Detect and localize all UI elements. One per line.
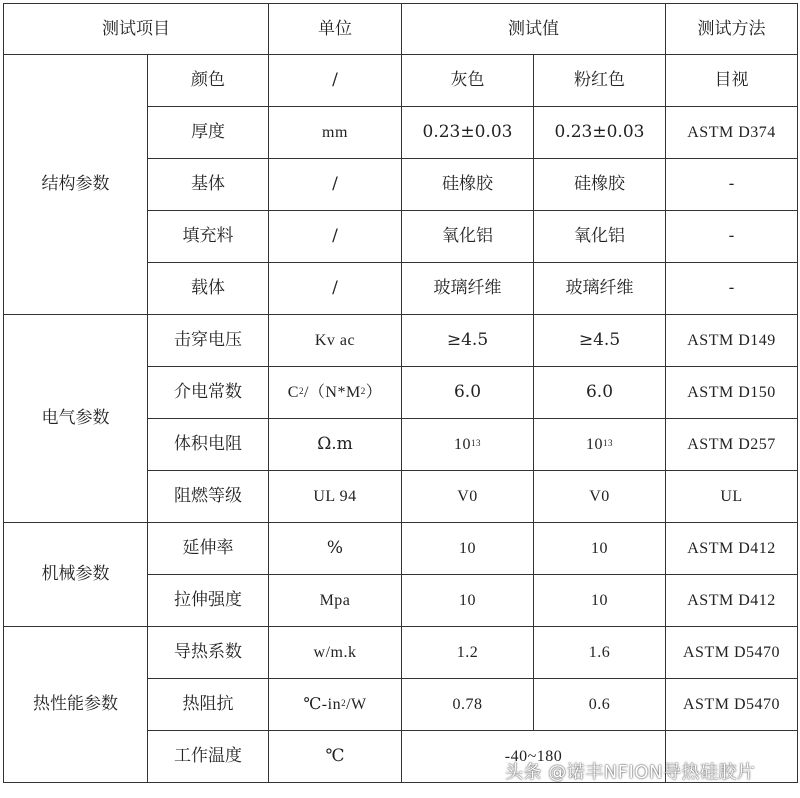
value-range: -40~180 [402,731,666,783]
value-pink: 10 [534,523,666,575]
param-unit: Ω.m [269,419,402,471]
param-name: 填充料 [148,211,269,263]
value-gray: $10^{13}$ [402,419,534,471]
param-method: UL [666,471,798,523]
value-pink: V0 [534,471,666,523]
value-gray: 0.23±0.03 [402,107,534,159]
param-name: 介电常数 [148,367,269,419]
param-name: 热阻抗 [148,679,269,731]
param-name: 厚度 [148,107,269,159]
param-unit: ℃ [269,731,402,783]
group-electrical: 电气参数 [4,315,148,523]
param-unit: $℃-in^2/W$ [269,679,402,731]
table-row [4,523,798,575]
param-name: 拉伸强度 [148,575,269,627]
value-gray: V0 [402,471,534,523]
value-gray: ≥4.5 [402,315,534,367]
value-gray: 0.78 [402,679,534,731]
param-name: 载体 [148,263,269,315]
header-row [4,4,798,55]
table-row [4,627,798,679]
value-pink: 粉红色 [534,55,666,107]
param-unit: / [269,263,402,315]
table-row [4,315,798,367]
value-pink: 0.6 [534,679,666,731]
value-pink: 氧化铝 [534,211,666,263]
param-method: 目视 [666,55,798,107]
group-mechanical: 机械参数 [4,523,148,627]
param-unit: UL 94 [269,471,402,523]
header-value: 测试值 [402,4,666,55]
value-gray: 6.0 [402,367,534,419]
param-unit: w/m.k [269,627,402,679]
value-gray: 氧化铝 [402,211,534,263]
param-name: 击穿电压 [148,315,269,367]
param-method: ASTM D149 [666,315,798,367]
value-pink: 硅橡胶 [534,159,666,211]
watermark: 头条 @诺丰NFION导热硅胶片 [505,762,756,783]
param-method: ASTM D5470 [666,627,798,679]
table-row [4,55,798,107]
spec-table [3,3,798,783]
param-name: 颜色 [148,55,269,107]
param-method: ASTM D150 [666,367,798,419]
param-name: 延伸率 [148,523,269,575]
param-name: 基体 [148,159,269,211]
param-name: 阻燃等级 [148,471,269,523]
value-gray: 玻璃纤维 [402,263,534,315]
param-unit: mm [269,107,402,159]
param-unit: / [269,211,402,263]
param-method: ASTM D412 [666,523,798,575]
param-unit: $C^2/(N*M^2)$ [269,367,402,419]
param-unit: / [269,55,402,107]
value-pink: ≥4.5 [534,315,666,367]
group-thermal: 热性能参数 [4,627,148,783]
param-unit: Mpa [269,575,402,627]
value-gray: 1.2 [402,627,534,679]
param-method: - [666,159,798,211]
param-name: 导热系数 [148,627,269,679]
value-gray: 10 [402,523,534,575]
header-item: 测试项目 [4,4,269,55]
param-method: ASTM D374 [666,107,798,159]
value-gray: 10 [402,575,534,627]
param-method: ASTM D257 [666,419,798,471]
value-gray: 灰色 [402,55,534,107]
param-method: ASTM D5470 [666,679,798,731]
header-unit: 单位 [269,4,402,55]
value-pink: $10^{13}$ [534,419,666,471]
param-method: ASTM D412 [666,575,798,627]
value-pink: 玻璃纤维 [534,263,666,315]
value-gray: 硅橡胶 [402,159,534,211]
value-pink: 10 [534,575,666,627]
param-unit: Kv ac [269,315,402,367]
param-unit: % [269,523,402,575]
param-method: - [666,263,798,315]
value-pink: 6.0 [534,367,666,419]
param-unit: / [269,159,402,211]
value-pink: 1.6 [534,627,666,679]
group-structure: 结构参数 [4,55,148,315]
param-name: 体积电阻 [148,419,269,471]
value-pink: 0.23±0.03 [534,107,666,159]
param-name: 工作温度 [148,731,269,783]
header-method: 测试方法 [666,4,798,55]
param-method: - [666,211,798,263]
